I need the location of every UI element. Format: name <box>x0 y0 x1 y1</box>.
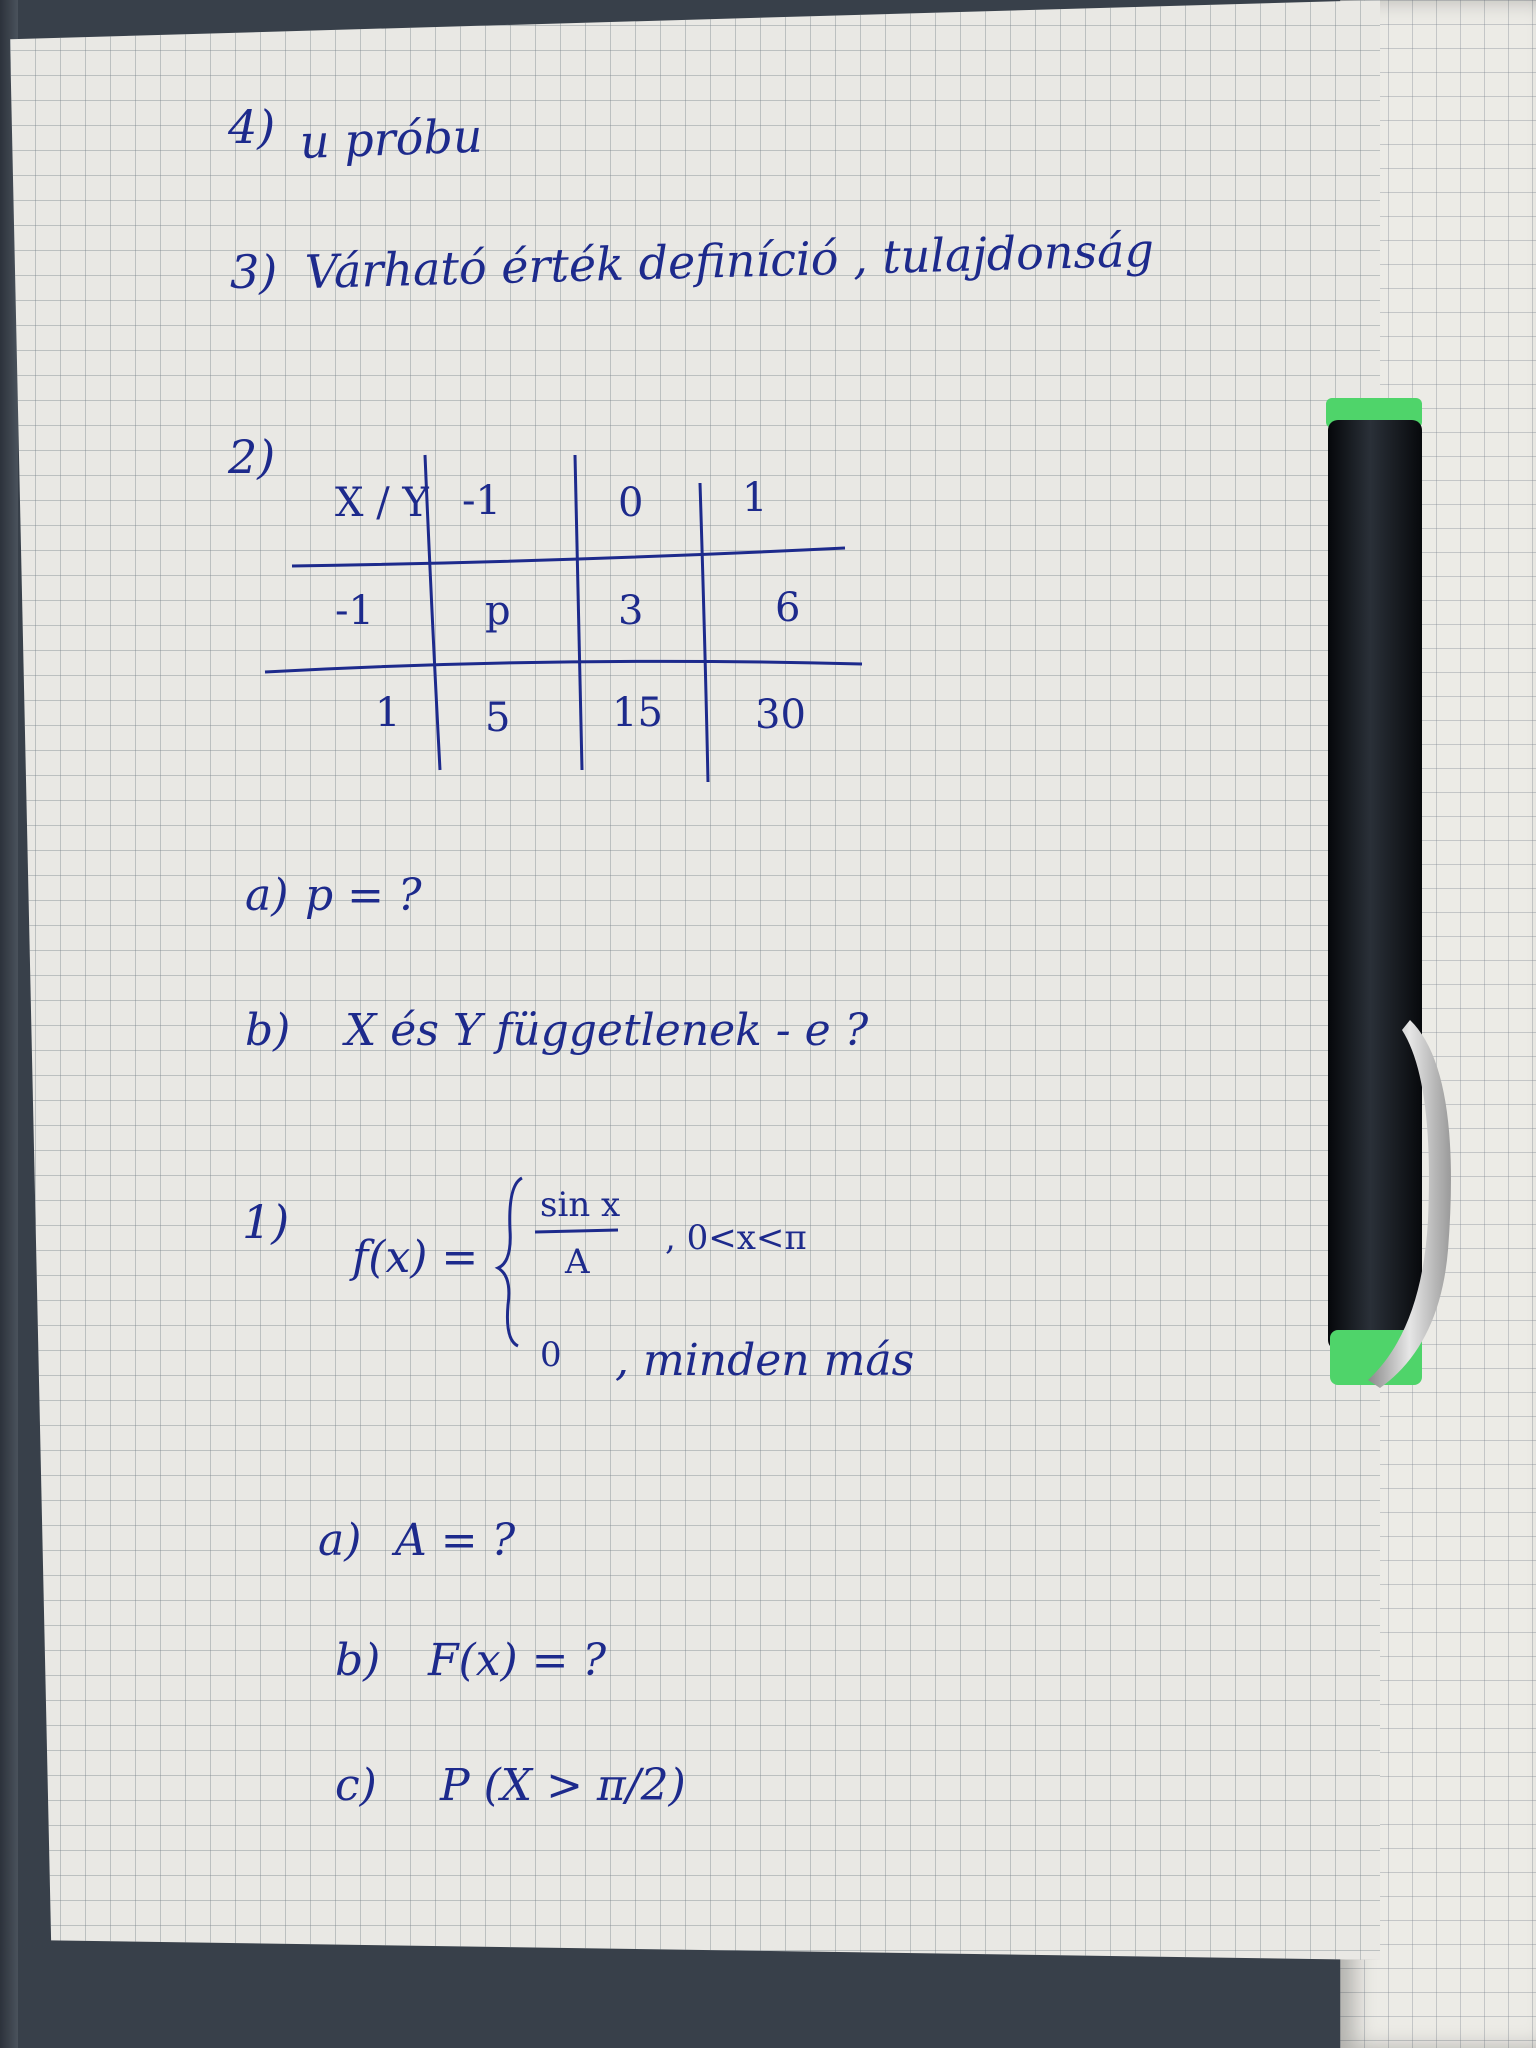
table-col-header: 1 <box>742 475 768 521</box>
pen-barrel <box>1328 420 1422 1350</box>
question-label: a) <box>245 870 289 921</box>
case2-value: 0 <box>540 1335 562 1375</box>
case1-numerator: sin x <box>540 1185 621 1225</box>
table-cell: 3 <box>618 588 644 634</box>
item4-number: 4) <box>228 100 276 154</box>
table-col-header: 0 <box>618 480 644 526</box>
item1-number: 1) <box>242 1195 290 1249</box>
question-text: F(x) = ? <box>428 1635 607 1686</box>
question-label: c) <box>335 1760 377 1811</box>
table-col-header: -1 <box>462 478 501 524</box>
table-corner: X / Y <box>335 480 429 526</box>
question-label: b) <box>245 1005 291 1056</box>
table-cell: 6 <box>775 585 801 631</box>
question-text: X és Y függetlenek - e ? <box>345 1005 869 1056</box>
question-label: b) <box>335 1635 381 1686</box>
table-cell: 5 <box>485 695 511 741</box>
table-cell: 30 <box>755 692 806 738</box>
case2-condition: , minden más <box>615 1335 915 1386</box>
table-row-label: -1 <box>335 588 374 634</box>
table-row-label: 1 <box>375 690 401 736</box>
function-lhs: f(x) = <box>352 1232 479 1283</box>
item4-text: u próbu <box>299 108 484 169</box>
table-cell: p <box>485 588 511 634</box>
question-text: p = ? <box>305 870 422 921</box>
table-cell: 15 <box>612 690 663 736</box>
item3-text: Várható érték definíció , tulajdonság <box>304 222 1155 299</box>
item3-number: 3) <box>230 245 278 299</box>
case1-denominator: A <box>565 1242 590 1282</box>
question-label: a) <box>318 1515 362 1566</box>
item2-number: 2) <box>228 430 276 484</box>
question-text: P (X > π/2) <box>440 1760 686 1811</box>
question-text: A = ? <box>395 1515 516 1566</box>
case1-condition: , 0<x<π <box>665 1218 807 1258</box>
